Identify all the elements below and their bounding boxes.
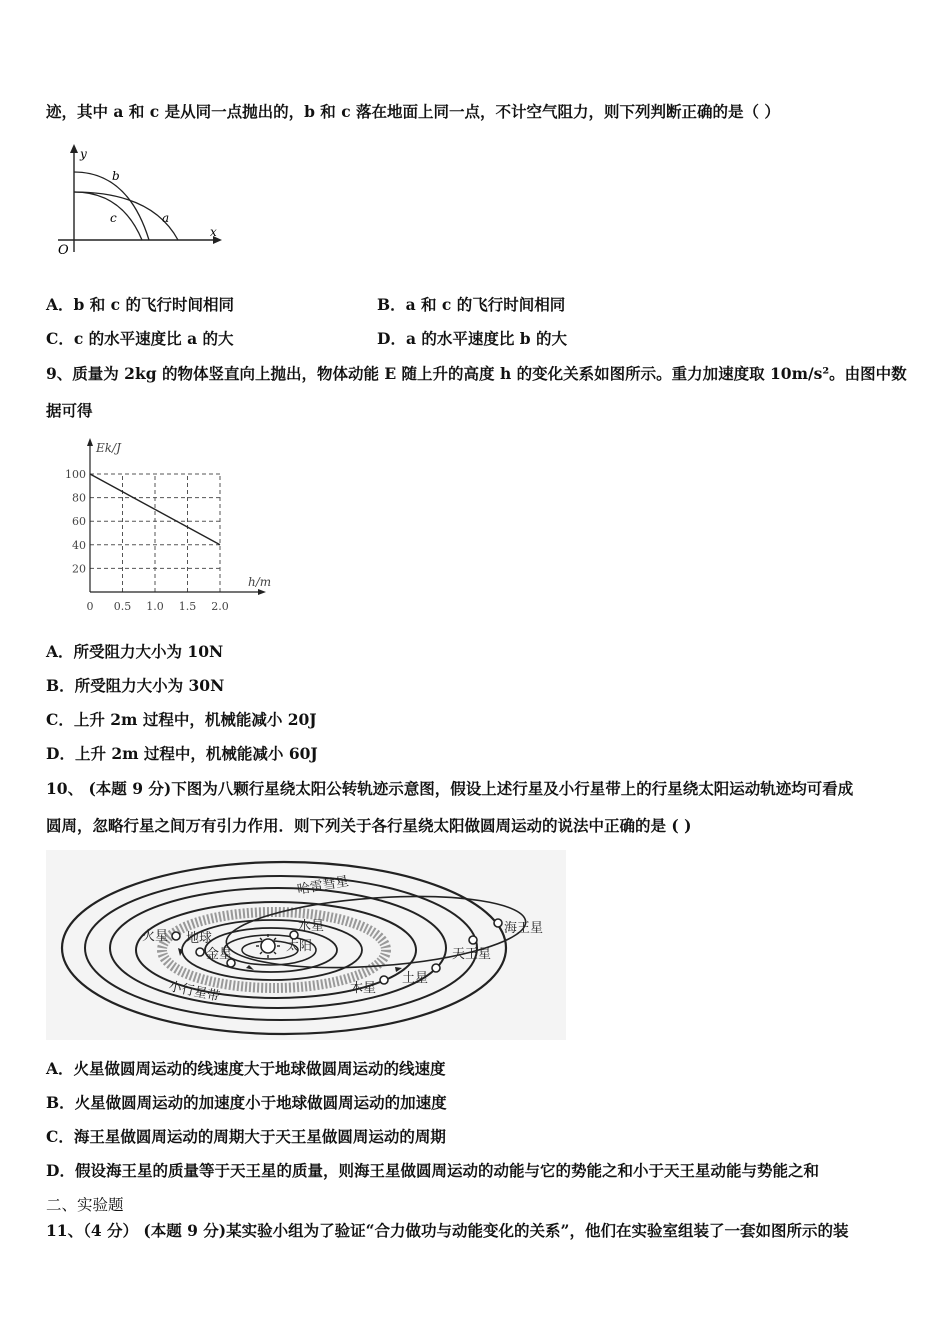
neptune-marker — [494, 919, 502, 927]
earth-label: 地球 — [186, 931, 213, 946]
jupiter-label: 木星 — [350, 981, 377, 996]
y-tick-label-1: 40 — [72, 538, 86, 552]
x-axis-label: x — [210, 225, 217, 239]
uranus-label: 天王星 — [452, 947, 492, 962]
q8-option-d[interactable]: D．a 的水平速度比 b 的大 — [377, 329, 568, 348]
earth-marker — [196, 948, 204, 956]
uranus-marker — [469, 936, 477, 944]
q8-option-c[interactable]: C．c 的水平速度比 a 的大 — [46, 329, 234, 348]
y-axis-label: y — [80, 147, 87, 161]
q9-option-a[interactable]: A．所受阻力大小为 10N — [46, 642, 224, 661]
y-tick-label-4: 100 — [65, 468, 86, 481]
x-axis-label: h/m — [248, 575, 272, 589]
jupiter-marker — [380, 976, 388, 984]
saturn-marker — [432, 964, 440, 972]
solar-system-figure — [46, 850, 566, 1040]
q9-option-c[interactable]: C．上升 2m 过程中，机械能减小 20J — [46, 710, 317, 729]
q10-option-d[interactable]: D．假设海王星的质量等于天王星的质量，则海王星做圆周运动的动能与它的势能之和小于天王星动能与势能之和 — [46, 1161, 819, 1180]
y-tick-label-0: 20 — [72, 562, 86, 576]
q8-option-a[interactable]: A．b 和 c 的飞行时间相同 — [46, 295, 234, 314]
mercury-label: 水星 — [298, 919, 325, 934]
mars-marker — [172, 932, 180, 940]
y-tick-label-2: 60 — [72, 515, 86, 529]
label-c: c — [110, 211, 117, 225]
y-axis-arrow — [87, 438, 93, 446]
x-tick-label-2: 1.0 — [146, 600, 164, 613]
q9-option-b[interactable]: B．所受阻力大小为 30N — [46, 676, 225, 695]
saturn-label: 土星 — [402, 971, 429, 986]
q9-option-d[interactable]: D．上升 2m 过程中，机械能减小 60J — [46, 744, 318, 763]
label-b: b — [112, 169, 120, 183]
origin-label: O — [58, 243, 69, 258]
sun-label: 太阳 — [286, 939, 313, 954]
y-axis-label: Ek/J — [96, 441, 121, 455]
label-a: a — [162, 211, 170, 225]
mars-label: 火星 — [142, 929, 169, 944]
q10-line1: 10、 (本题 9 分)下图为八颗行星绕太阳公转轨迹示意图，假设上述行星及小行星带上的行星绕太阳运动轨迹均可看成 — [46, 779, 854, 798]
q11-line1: 11、（4 分） (本题 9 分)某实验小组为了验证“合力做功与动能变化的关系”，他们在实验室组装了一套如图所示的装 — [46, 1221, 849, 1240]
venus-label: 金星 — [206, 947, 233, 962]
q9-line1: 9、质量为 2kg 的物体竖直向上抛出，物体动能 E 随上升的高度 h 的变化关系如图所示。重力加速度取 10m/s²。由图中数 — [46, 364, 907, 383]
x-tick-label-4: 2.0 — [211, 600, 229, 613]
x-tick-label-0: 0 — [86, 600, 94, 613]
q8-option-b[interactable]: B．a 和 c 的飞行时间相同 — [377, 295, 566, 314]
section-title: 二、实验题 — [46, 1196, 124, 1214]
q8-intro: 迹，其中 a 和 c 是从同一点抛出的，b 和 c 落在地面上同一点，不计空气阻力，则下列判断正确的是（ ） — [46, 102, 780, 121]
x-tick-label-3: 1.5 — [178, 600, 197, 613]
halley-label: 哈雷彗星 — [296, 874, 350, 898]
q10-line2: 圆周，忽略行星之间万有引力作用．则下列关于各行星绕太阳做圆周运动的说法中正确的是 ( ) — [46, 816, 692, 835]
asteroid-belt-label: 小行星带 — [167, 979, 222, 1005]
projectile-figure — [50, 140, 230, 260]
x-tick-label-1: 0.5 — [113, 600, 132, 613]
neptune-label: 海王星 — [504, 921, 544, 936]
q10-option-b[interactable]: B．火星做圆周运动的加速度小于地球做圆周运动的加速度 — [46, 1093, 447, 1112]
y-tick-label-3: 80 — [72, 491, 86, 505]
x-axis-arrow — [258, 589, 266, 595]
ek-chart — [50, 432, 280, 622]
q10-option-a[interactable]: A．火星做圆周运动的线速度大于地球做圆周运动的线速度 — [46, 1059, 446, 1078]
q9-line2: 据可得 — [46, 401, 93, 420]
trajectory-c — [74, 192, 142, 240]
mercury-marker — [290, 931, 298, 939]
q10-option-c[interactable]: C．海王星做圆周运动的周期大于天王星做圆周运动的周期 — [46, 1127, 446, 1146]
